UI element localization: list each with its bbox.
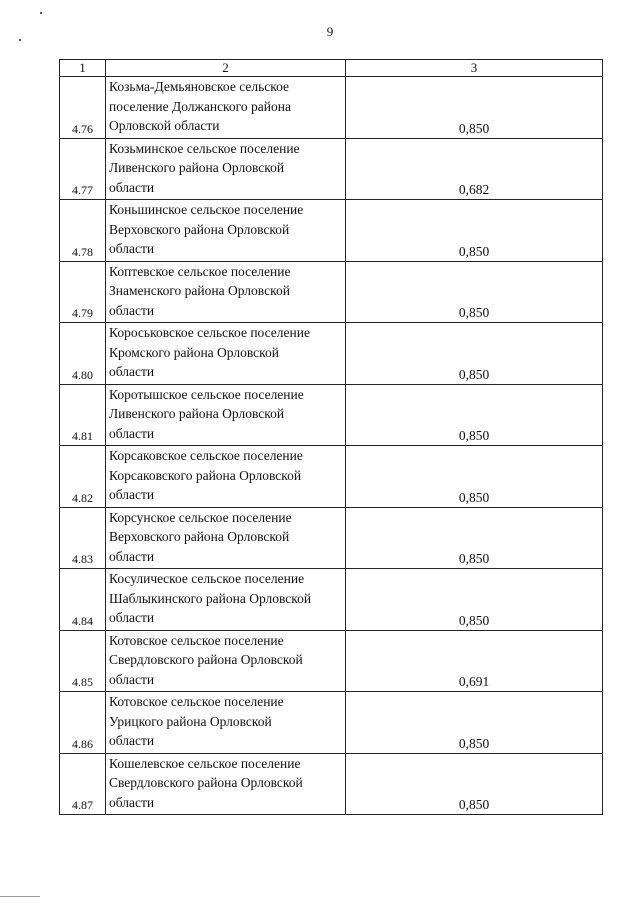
table-row <box>60 200 603 262</box>
column-header-2: 2 <box>106 60 346 77</box>
row-number: 4.83 <box>60 507 106 569</box>
settlement-name: Коньшинское сельское поселение Верховского района Орловской области <box>106 200 346 262</box>
coefficient-value: 0,850 <box>346 569 603 631</box>
scan-mark <box>0 896 40 897</box>
row-number: 4.77 <box>60 138 106 200</box>
row-number: 4.86 <box>60 692 106 754</box>
row-number: 4.82 <box>60 446 106 508</box>
coefficient-value: 0,850 <box>346 77 603 139</box>
table-row <box>60 384 603 446</box>
row-number: 4.76 <box>60 77 106 139</box>
table-row <box>60 323 603 385</box>
coefficient-value: 0,850 <box>346 446 603 508</box>
settlement-name: Котовское сельское поселение Свердловского района Орловской области <box>106 630 346 692</box>
settlement-name: Кошелевское сельское поселение Свердловского района Орловской области <box>106 753 346 815</box>
coefficient-value: 0,850 <box>346 261 603 323</box>
coefficient-value: 0,682 <box>346 138 603 200</box>
coefficient-value: 0,850 <box>346 323 603 385</box>
table-body <box>60 60 603 815</box>
table-row <box>60 569 603 631</box>
table-row <box>60 261 603 323</box>
settlement-name: Коптевское сельское поселение Знаменского района Орловской области <box>106 261 346 323</box>
coefficient-value: 0,850 <box>346 507 603 569</box>
settlement-name: Коротышское сельское поселение Ливенского района Орловской области <box>106 384 346 446</box>
row-number: 4.84 <box>60 569 106 631</box>
table-row <box>60 138 603 200</box>
table-header-row <box>60 60 603 77</box>
coefficient-value: 0,850 <box>346 200 603 262</box>
settlement-name: Корсаковское сельское поселение Корсаковского района Орловской области <box>106 446 346 508</box>
coefficient-value: 0,850 <box>346 384 603 446</box>
row-number: 4.81 <box>60 384 106 446</box>
settlement-name: Козьма-Демьяновское сельское поселение Должанского района Орловской области <box>106 77 346 139</box>
table-row <box>60 692 603 754</box>
row-number: 4.87 <box>60 753 106 815</box>
row-number: 4.85 <box>60 630 106 692</box>
coefficient-value: 0,691 <box>346 630 603 692</box>
row-number: 4.80 <box>60 323 106 385</box>
column-header-3: 3 <box>346 60 603 77</box>
coefficients-table <box>59 59 603 815</box>
settlement-name: Котовское сельское поселение Урицкого района Орловской области <box>106 692 346 754</box>
column-header-1: 1 <box>60 60 106 77</box>
table-row <box>60 446 603 508</box>
scan-mark <box>40 12 42 14</box>
row-number: 4.79 <box>60 261 106 323</box>
settlement-name: Короськовское сельское поселение Кромского района Орловской области <box>106 323 346 385</box>
table-row <box>60 507 603 569</box>
table-row <box>60 630 603 692</box>
settlement-name: Козьминское сельское поселение Ливенского района Орловской области <box>106 138 346 200</box>
settlement-name: Косуличеcкое сельское поселение Шаблыкинского района Орловской области <box>106 569 346 631</box>
table-row <box>60 753 603 815</box>
page-number: 9 <box>326 24 334 39</box>
scan-mark <box>19 39 21 41</box>
coefficient-value: 0,850 <box>346 692 603 754</box>
row-number: 4.78 <box>60 200 106 262</box>
settlement-name: Корсунское сельское поселение Верховского района Орловской области <box>106 507 346 569</box>
table-row <box>60 77 603 139</box>
coefficient-value: 0,850 <box>346 753 603 815</box>
